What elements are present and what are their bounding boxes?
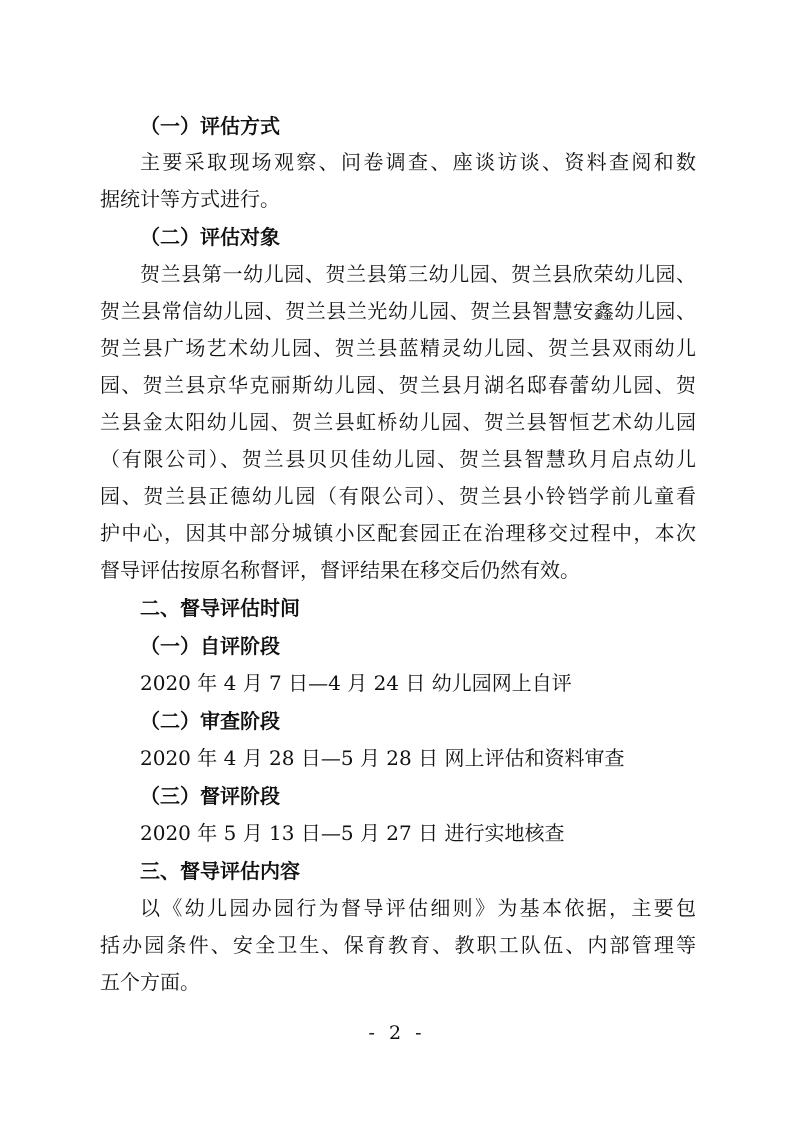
content-line-3: 五个方面。 bbox=[100, 970, 200, 994]
object-line-9: 督导评估按原名称督评，督评结果在移交后仍然有效。 bbox=[100, 558, 580, 582]
object-line-3: 贺兰县广场艺术幼儿园、贺兰县蓝精灵幼儿园、贺兰县双雨幼儿 bbox=[100, 336, 696, 360]
content-line-1: 以《幼儿园办园行为督导评估细则》为基本依据，主要包 bbox=[140, 896, 696, 920]
object-line-4: 园、贺兰县京华克丽斯幼儿园、贺兰县月湖名邸春蕾幼儿园、贺 bbox=[100, 373, 696, 397]
method-line-1: 主要采取现场观察、问卷调查、座谈访谈、资料查阅和数 bbox=[140, 150, 696, 174]
stage2-text: 2020 年 4 月 28 日—5 月 28 日 网上评估和资料审查 bbox=[140, 746, 625, 770]
method-line-2: 据统计等方式进行。 bbox=[100, 187, 280, 211]
stage3-text: 2020 年 5 月 13 日—5 月 27 日 进行实地核查 bbox=[140, 821, 565, 845]
stage2-heading: （二）审查阶段 bbox=[140, 709, 280, 733]
object-line-8: 护中心，因其中部分城镇小区配套园正在治理移交过程中，本次 bbox=[100, 521, 696, 545]
content-heading: 三、督导评估内容 bbox=[140, 859, 300, 883]
stage1-text: 2020 年 4 月 7 日—4 月 24 日 幼儿园网上自评 bbox=[140, 671, 572, 695]
stage1-heading: （一）自评阶段 bbox=[140, 634, 280, 658]
method-heading: （一）评估方式 bbox=[140, 114, 280, 138]
time-heading: 二、督导评估时间 bbox=[140, 596, 300, 620]
object-heading: （二）评估对象 bbox=[140, 225, 280, 249]
object-line-2: 贺兰县常信幼儿园、贺兰县兰光幼儿园、贺兰县智慧安鑫幼儿园、 bbox=[100, 299, 696, 323]
object-line-1: 贺兰县第一幼儿园、贺兰县第三幼儿园、贺兰县欣荣幼儿园、 bbox=[140, 262, 696, 286]
page-number: - 2 - bbox=[368, 1022, 426, 1044]
object-line-6: （有限公司）、贺兰县贝贝佳幼儿园、贺兰县智慧玖月启点幼儿 bbox=[100, 447, 696, 471]
object-line-5: 兰县金太阳幼儿园、贺兰县虹桥幼儿园、贺兰县智恒艺术幼儿园 bbox=[100, 410, 696, 434]
stage3-heading: （三）督评阶段 bbox=[140, 784, 280, 808]
content-line-2: 括办园条件、安全卫生、保育教育、教职工队伍、内部管理等 bbox=[100, 933, 696, 957]
object-line-7: 园、贺兰县正德幼儿园（有限公司）、贺兰县小铃铛学前儿童看 bbox=[100, 484, 696, 508]
